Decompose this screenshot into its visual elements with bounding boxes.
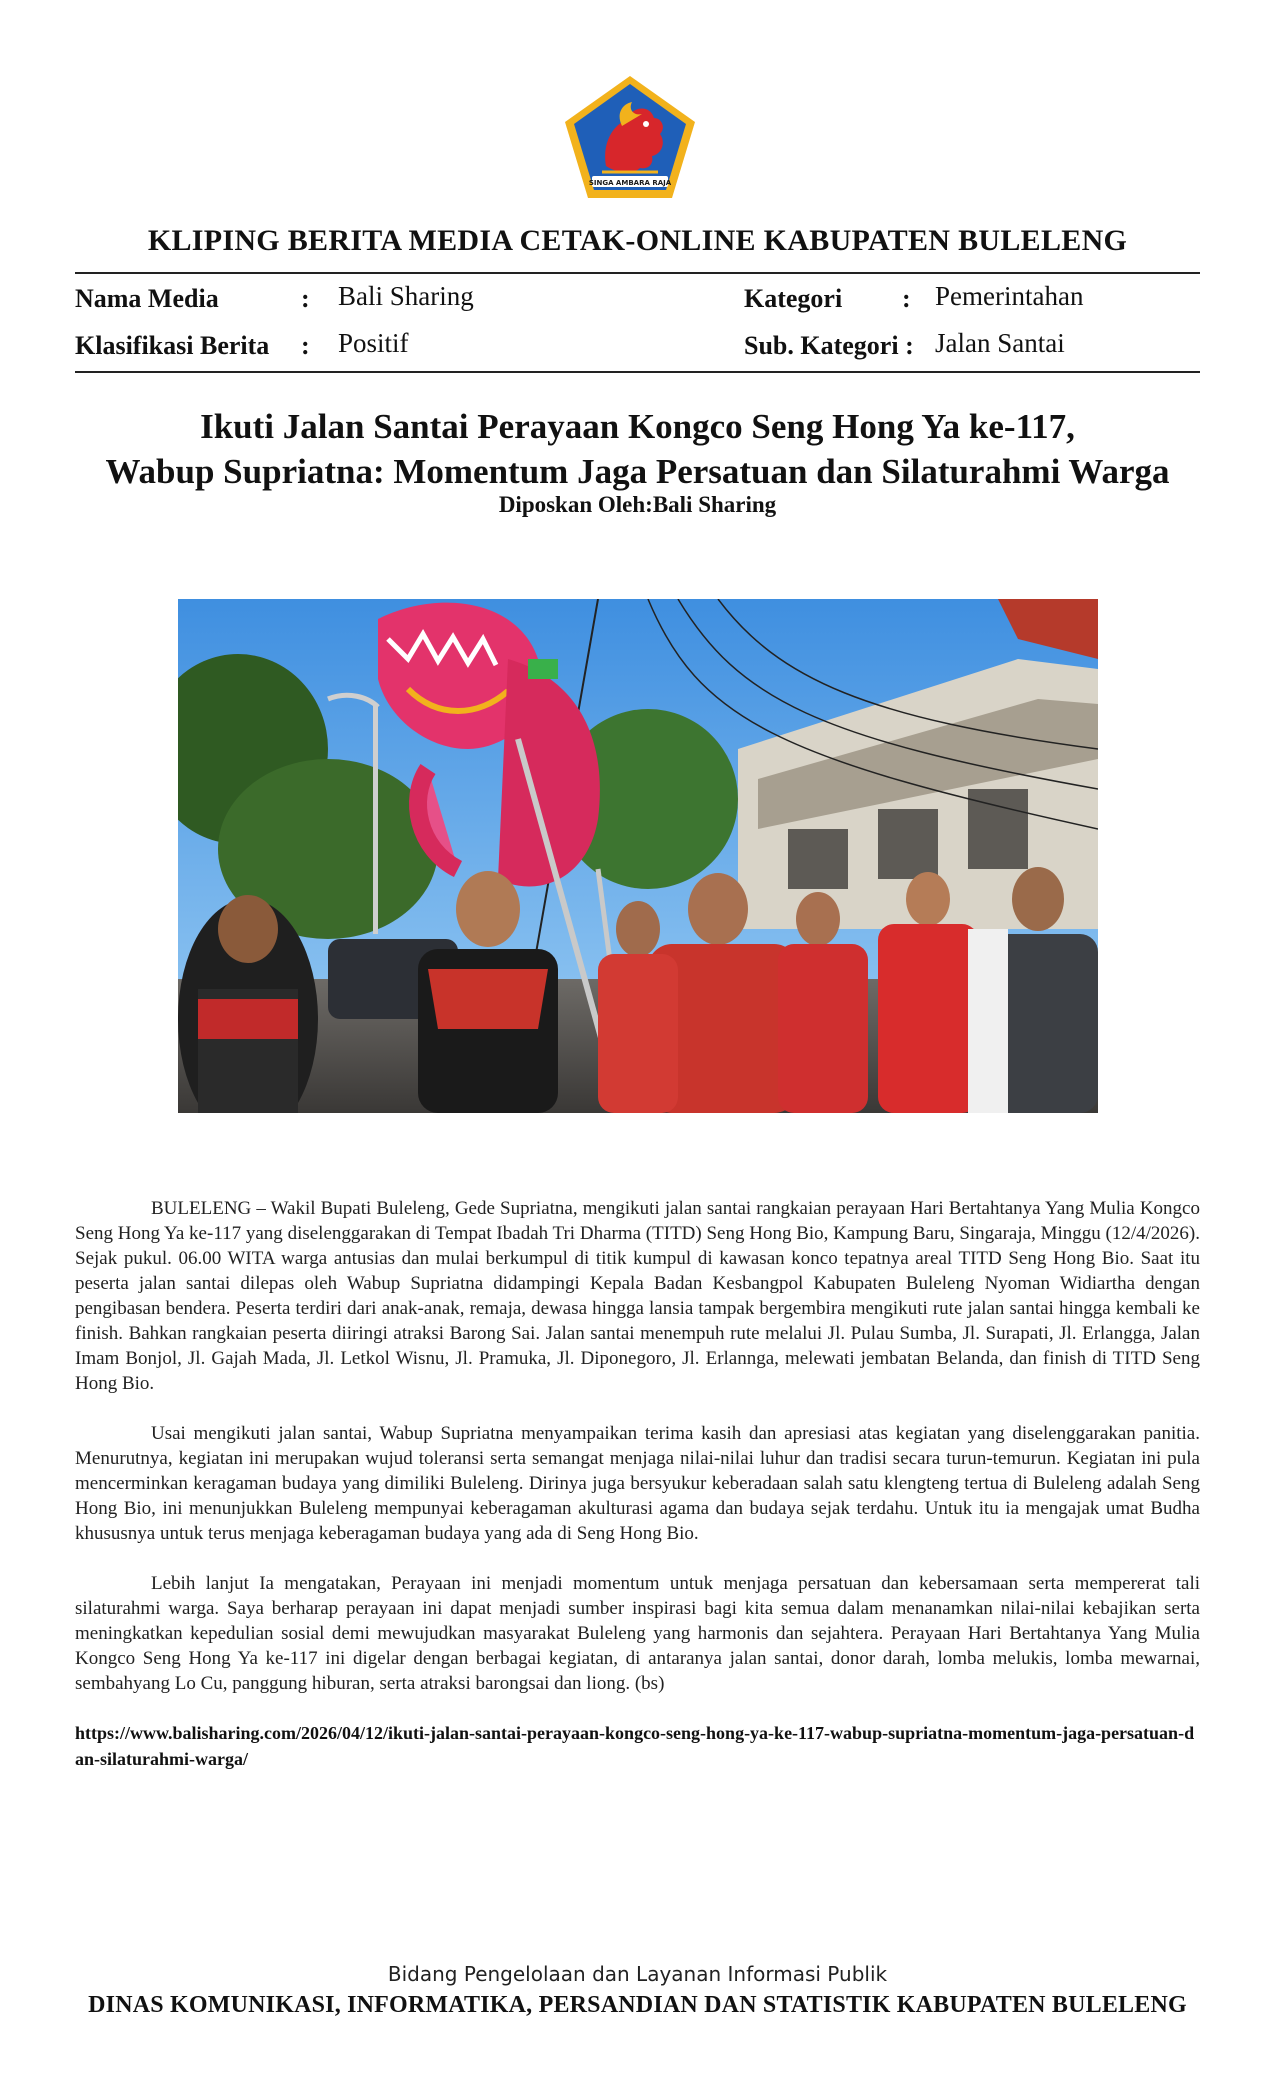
nama-media-label: Nama Media [75, 284, 219, 313]
meta-row-1 [0, 281, 1275, 324]
article-paragraph-2: Usai mengikuti jalan santai, Wabup Supriatna menyampaikan terima kasih dan apresiasi atas kegiatan yang diselenggarakan panitia. Menurutnya, kegiatan ini merupakan wujud toleransi serta semangat menjaga nilai-nilai luhur dan tradisi secara turun-temurun. Kegiatan ini pula mencerminkan keragaman budaya yang dimiliki Buleleng. Dirinya juga bersyukur keberadaan salah satu klengteng tertua di Buleleng adalah Seng Hong Bio, ini menunjukkan Buleleng mempunyai keberagaman akulturasi agama dan budaya sejak terdahu. Untuk itu ia mengajak umat Budha khususnya untuk terus menjaga keberagaman budaya yang ada di Seng Hong Bio. [75, 1423, 1200, 1544]
divider-bottom [75, 371, 1200, 373]
klasifikasi-label: Klasifikasi Berita [75, 331, 270, 360]
meta-row-2 [0, 328, 1275, 371]
article-paragraph-1: BULELENG – Wakil Bupati Buleleng, Gede Supriatna, mengikuti jalan santai rangkaian perayaan Hari Bertahtanya Yang Mulia Kongco Seng Hong Ya ke-117 yang diselenggarakan di Tempat Ibadah Tri Dharma (TITD) Seng Hong Bio, Kampung Baru, Singaraja, Minggu (12/4/2026). Sejak pukul. 06.00 WITA warga antusias dan mulai berkumpul di titik kumpul di kawasan konco tepatnya areal TITD Seng Hong Bio. Saat itu peserta jalan santai dilepas oleh Wabup Supriatna didampingi Kepala Badan Kesbangpol Kabupaten Buleleng Nyoman Widiartha dengan pengibasan bendera. Peserta terdiri dari anak-anak, remaja, dewasa hingga lansia tampak bergembira mengikuti rute jalan santai hingga kembali ke finish. Bahkan rangkaian peserta diiringi atraksi Barong Sai. Jalan santai menempuh rute melalui Jl. Pulau Sumba, Jl. Surapati, Jl. Erlangga, Jalan Imam Bonjol, Jl. Gajah Mada, Jl. Letkol Wisnu, Jl. Pramuka, Jl. Diponegoro, Jl. Erlannga, melewati jembatan Belanda, dan finish di TITD Seng Hong Bio. [75, 1198, 1200, 1394]
kategori-label: Kategori [744, 284, 843, 313]
sub-kategori-label: Sub. Kategori : [744, 331, 914, 360]
regency-emblem [562, 74, 698, 202]
dragon-dance-photo [178, 599, 1098, 1113]
article-byline: Diposkan Oleh:Bali Sharing [498, 492, 777, 517]
lion-emblem-icon [562, 74, 698, 202]
emblem-motto: SINGA AMBARA RAJA [588, 179, 672, 187]
clipping-title: KLIPING BERITA MEDIA CETAK-ONLINE KABUPATEN BULELENG [147, 224, 1128, 257]
footer-agency: DINAS KOMUNIKASI, INFORMATIKA, PERSANDIAN DAN STATISTIK KABUPATEN BULELENG [88, 1992, 1187, 2018]
source-link[interactable]: https://www.balisharing.com/2026/04/12/ikuti-jalan-santai-perayaan-kongco-seng-hong-ya-ke-117-wabup-supriatna-momentum-jaga-persatuan-dan-silaturahmi-warga/ [75, 1723, 1195, 1769]
klasifikasi-value: Positif [338, 328, 409, 358]
kategori-value: Pemerintahan [935, 281, 1084, 311]
klasifikasi-colon: : [301, 331, 310, 360]
sub-kategori-value: Jalan Santai [935, 328, 1065, 358]
headline-line-1: Ikuti Jalan Santai Perayaan Kongco Seng Hong Ya ke-117, [200, 407, 1075, 446]
article-headline [75, 404, 1200, 494]
headline-line-2: Wabup Supriatna: Momentum Jaga Persatuan dan Silaturahmi Warga [105, 452, 1170, 491]
nama-media-value: Bali Sharing [338, 281, 474, 311]
article-body [75, 1196, 1200, 1721]
article-photo [178, 599, 1098, 1113]
kategori-colon: : [902, 284, 911, 313]
footer-subtitle: Bidang Pengelolaan dan Layanan Informasi Publik [387, 1962, 888, 1986]
nama-media-colon: : [301, 284, 310, 313]
divider-top [75, 272, 1200, 274]
article-paragraph-3: Lebih lanjut Ia mengatakan, Perayaan ini menjadi momentum untuk menjaga persatuan dan kebersamaan serta mempererat tali silaturahmi warga. Saya berharap perayaan ini dapat menjadi sumber inspirasi bagi kita semua dalam menanamkan nilai-nilai kebajikan serta meningkatkan kepedulian sosial demi mewujudkan masyarakat Buleleng yang harmonis dan sejahtera. Perayaan Hari Bertahtanya Yang Mulia Kongco Seng Hong Ya ke-117 ini digelar dengan berbagai kegiatan, di antaranya jalan santai, donor darah, lomba melukis, lomba mewarnai, sembahyang Lo Cu, panggung hiburan, serta atraksi barongsai dan liong. (bs) [75, 1573, 1200, 1694]
